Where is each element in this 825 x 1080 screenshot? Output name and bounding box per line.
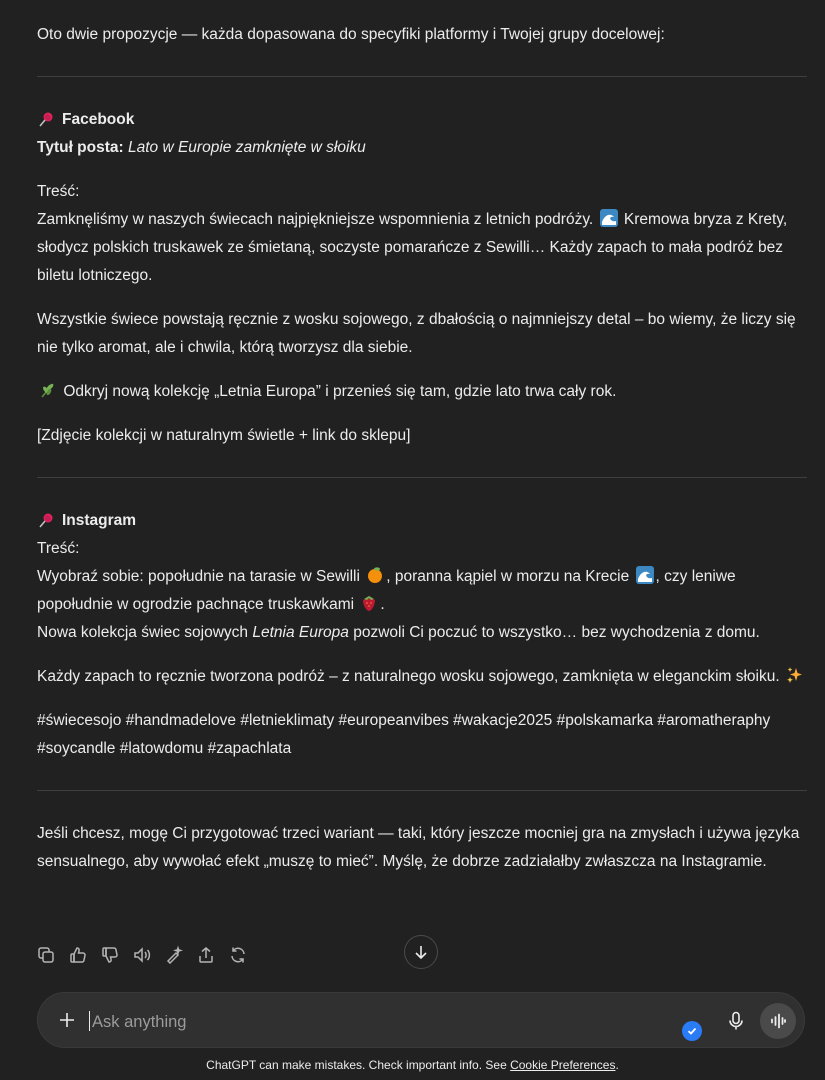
facebook-header: [37, 106, 807, 134]
voice-mode-button[interactable]: [760, 1003, 796, 1039]
sparkles-icon: [786, 666, 804, 684]
disclaimer: [0, 1057, 825, 1073]
orange-icon: [366, 566, 384, 584]
strawberry-icon: [360, 594, 378, 612]
voice-waveform-icon: [769, 1012, 787, 1030]
ig-l1-d: .: [380, 596, 385, 613]
facebook-paragraph-1: [37, 206, 807, 290]
copy-icon[interactable]: [37, 946, 55, 964]
facebook-header-label: Facebook: [62, 111, 135, 128]
disclaimer-end: .: [615, 1058, 619, 1072]
facebook-content-label: Treść:: [37, 183, 80, 200]
fb-p3-text: Odkryj nową kolekcję „Letnia Europa” i przenieś się tam, gdzie lato trwa cały rok.: [63, 383, 617, 400]
facebook-paragraph-3: [37, 378, 807, 406]
microphone-icon[interactable]: [724, 1009, 748, 1033]
ig-l1-c: , czy leniwe popołudnie w ogrodzie pachnące truskawkami: [37, 568, 736, 613]
facebook-title: [37, 134, 807, 162]
read-aloud-icon[interactable]: [133, 946, 151, 964]
fb-p1-part-a: Zamknęliśmy w naszych świecach najpiękniejsze wspomnienia z letnich podróży.: [37, 211, 594, 228]
thumbs-down-icon[interactable]: [101, 946, 119, 964]
edit-magic-icon[interactable]: [165, 946, 183, 964]
disclaimer-text: ChatGPT can make mistakes. Check important info. See: [206, 1058, 507, 1072]
pushpin-icon: [37, 111, 55, 129]
scroll-down-button[interactable]: [404, 935, 438, 969]
ig-p2-text: Każdy zapach to ręcznie tworzona podróż – z naturalnego wosku sojowego, zamknięta w eleganckim słoiku.: [37, 668, 780, 685]
ig-l2-c: pozwoli Ci poczuć to wszystko… bez wychodzenia z domu.: [353, 624, 760, 641]
regenerate-icon[interactable]: [229, 946, 247, 964]
outro-text: Jeśli chcesz, mogę Ci przygotować trzeci wariant — taki, który jeszcze mocniej gra na zmysłach i używa języka sensualnego, aby wywołać efekt „muszę to mieć”. Myślę, że dobrze zadziałałby zwłaszcza na Instagramie.: [37, 825, 800, 870]
instagram-hashtags: #świecesojo #handmadelove #letnieklimaty #europeanvibes #wakacje2025 #polskamarka #aromatheraphy #soycandle #latowdomu #zapachlata: [37, 712, 771, 757]
wave-icon: [600, 209, 618, 227]
facebook-paragraph-2: Wszystkie świece powstają ręcznie z wosku sojowego, z dbałością o najmniejszy detal – bo wiemy, że liczy się nie tylko aromat, ale i chwila, którą tworzysz dla siebie.: [37, 311, 796, 356]
fb-p1-part-b: Kremowa bryza z Krety, słodycz polskich truskawek ze śmietaną, soczyste pomarańcze z Sewilli… Każdy zapach to mała podróż bez biletu lotniczego.: [37, 211, 788, 284]
title-label: Tytuł posta:: [37, 139, 124, 156]
wave-icon: [636, 566, 654, 584]
ig-l1-b: , poranna kąpiel w morzu na Krecie: [386, 568, 630, 585]
thumbs-up-icon[interactable]: [69, 946, 87, 964]
instagram-header-label: Instagram: [62, 512, 137, 529]
instagram-paragraph-1: [37, 563, 807, 647]
assistant-message: [37, 21, 807, 876]
plus-icon[interactable]: [56, 1009, 78, 1031]
facebook-paragraph-4: [Zdjęcie kolekcji w naturalnym świetle + link do sklepu]: [37, 427, 411, 444]
ig-l2-a: Nowa kolekcja świec sojowych: [37, 624, 249, 641]
title-value: Lato w Europie zamknięte w słoiku: [128, 139, 366, 156]
ig-l2-collection: Letnia Europa: [252, 624, 349, 641]
message-actions: [37, 946, 247, 964]
instagram-header: [37, 507, 807, 535]
instagram-paragraph-2: [37, 663, 807, 691]
pushpin-icon: [37, 512, 55, 530]
arrow-down-icon: [413, 944, 429, 960]
intro-text: Oto dwie propozycje — każda dopasowana do specyfiki platformy i Twojej grupy docelowej:: [37, 26, 665, 43]
herb-icon: [39, 381, 57, 399]
ig-l1-a: Wyobraź sobie: popołudnie na tarasie w Sewilli: [37, 568, 360, 585]
prompt-input[interactable]: [90, 1007, 654, 1037]
instagram-content-label: Treść:: [37, 540, 80, 557]
check-badge-icon: [682, 1021, 702, 1041]
share-icon[interactable]: [197, 946, 215, 964]
composer: [37, 992, 805, 1048]
cookie-preferences-link[interactable]: Cookie Preferences: [510, 1058, 616, 1072]
